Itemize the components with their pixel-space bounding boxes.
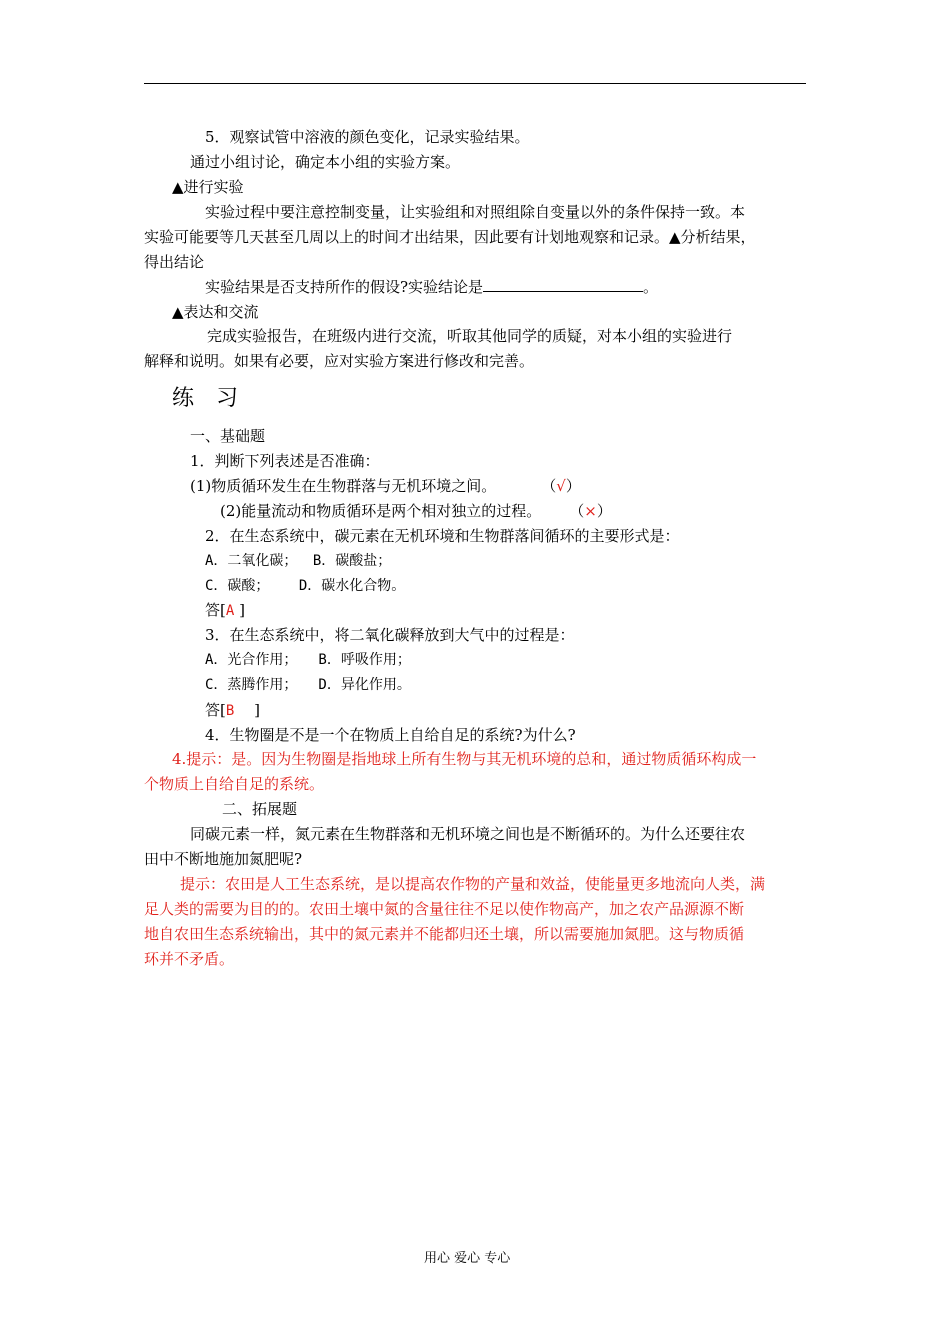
q1-2-close: ） [596, 502, 612, 520]
section-basic: 一、基础题 [190, 427, 266, 445]
question-2: 2．在生态系统中，碳元素在无机环境和生物群落间循环的主要形式是： [205, 527, 680, 545]
q3-options-ab: A．光合作用； B．呼吸作用； [205, 652, 411, 668]
extension-hint-line: 提示：农田是人工生态系统，是以提高农作物的产量和效益，使能量更多地流向人类，满 [180, 875, 766, 893]
fill-blank [483, 277, 643, 292]
question-1-2 [220, 501, 612, 521]
step-5: 5．观察试管中溶液的颜色变化，记录实验结果。 [205, 128, 530, 146]
q3-answer [205, 700, 260, 721]
question-1-1 [190, 476, 581, 496]
extension-question-line: 同碳元素一样，氮元素在生物群落和无机环境之间也是不断循环的。为什么还要往农 [190, 825, 746, 843]
conclusion-text: 实验结果是否支持所作的假设?实验结论是 [205, 278, 484, 296]
heading-conduct-experiment: ▲进行实验 [172, 178, 244, 196]
q4-hint-line-2: 个物质上自给自足的系统。 [144, 775, 325, 793]
q1-2-open: （ [569, 502, 585, 520]
heading-express-communicate: ▲表达和交流 [172, 303, 259, 321]
cross-mark-answer: × [584, 502, 597, 520]
extension-hint-line: 地自农田生态系统输出，其中的氮元素并不能都归还土壤，所以需要施加氮肥。这与物质循 [144, 925, 745, 943]
extension-hint-line: 足人类的需要为目的的。农田土壤中氮的含量往往不足以使作物高产，加之农产品源源不断 [144, 900, 745, 918]
extension-hint-line: 环并不矛盾。 [144, 950, 235, 968]
paragraph-line: 解释和说明。如果有必要，应对实验方案进行修改和完善。 [144, 352, 535, 370]
q3-answer-pre: 答[ [205, 701, 226, 719]
q1-2-text: (2)能量流动和物质循环是两个相对独立的过程。 [220, 502, 542, 520]
q2-answer-value: A [225, 603, 235, 619]
period: 。 [643, 278, 659, 296]
question-3: 3．在生态系统中，将二氧化碳释放到大气中的过程是： [205, 626, 575, 644]
q3-answer-value: B [225, 703, 235, 719]
check-mark-answer: √ [556, 477, 566, 495]
paragraph-line: 实验可能要等几天甚至几周以上的时间才出结果，因此要有计划地观察和记录。▲分析结果， [144, 228, 756, 246]
section-title-exercise: 练 习 [172, 386, 239, 411]
conclusion-line [205, 277, 658, 297]
q1-1-text: (1)物质循环发生在生物群落与无机环境之间。 [190, 477, 497, 495]
q2-options-ab: A．二氧化碳； B．碳酸盐； [205, 553, 392, 569]
q2-answer-pre: 答[ [205, 601, 226, 619]
section-extension: 二、拓展题 [222, 800, 298, 818]
extension-question-line: 田中不断地施加氮肥呢? [144, 850, 303, 868]
paragraph-line: 完成实验报告，在班级内进行交流，听取其他同学的质疑，对本小组的实验进行 [207, 327, 733, 345]
paragraph-line: 实验过程中要注意控制变量，让实验组和对照组除自变量以外的条件保持一致。本 [205, 203, 746, 221]
question-4: 4．生物圈是不是一个在物质上自给自足的系统?为什么? [205, 726, 576, 744]
group-discussion: 通过小组讨论，确定本小组的实验方案。 [190, 153, 461, 171]
q3-answer-post: ] [234, 701, 260, 719]
q1-1-open: （ [541, 477, 557, 495]
q4-hint-line-1: 4.提示：是。因为生物圈是指地球上所有生物与其无机环境的总和，通过物质循环构成一 [172, 750, 757, 768]
question-1: 1．判断下列表述是否准确： [190, 452, 380, 470]
header-rule [144, 83, 806, 84]
q3-options-cd: C．蒸腾作用； D．异化作用。 [205, 677, 411, 693]
q2-answer [205, 600, 245, 621]
paragraph-line: 得出结论 [144, 253, 205, 271]
page-footer: 用心 爱心 专心 [424, 1251, 511, 1266]
q2-answer-post: ] [234, 601, 245, 619]
q1-1-close: ） [565, 477, 581, 495]
q2-options-cd: C．碳酸； D．碳水化合物。 [205, 578, 406, 594]
